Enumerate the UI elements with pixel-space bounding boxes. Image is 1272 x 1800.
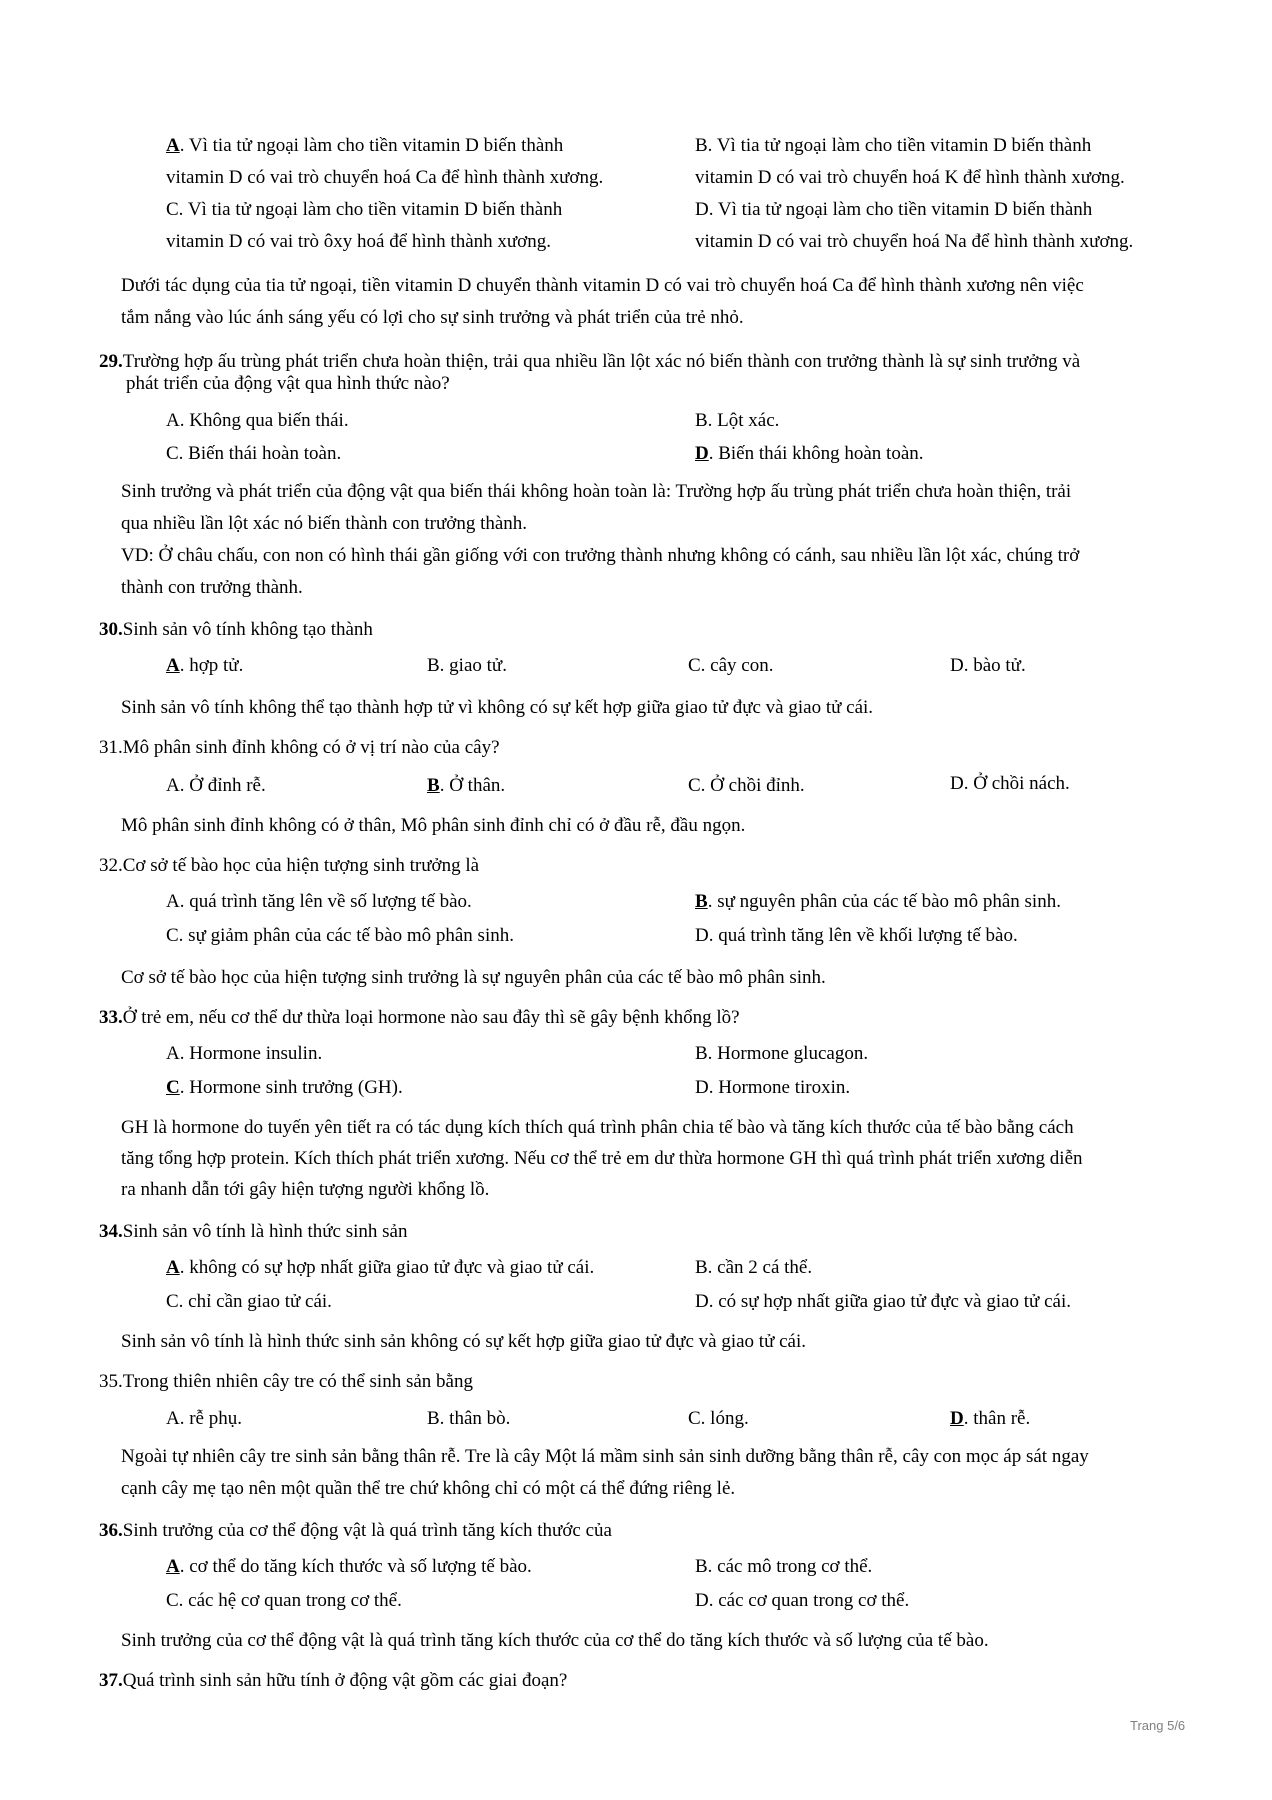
q32-question: 32.Cơ sở tế bào học của hiện tượng sinh trưởng là: [99, 855, 480, 876]
q33-explanation: GH là hormone do tuyến yên tiết ra có tác dụng kích thích quá trình phân chia tế bào và tăng kích thước của tế bào bằng cách: [121, 1117, 1074, 1138]
q31-option-c: C. Ở chồi đỉnh.: [688, 775, 805, 796]
q34-option-c: C. chỉ cần giao tử cái.: [166, 1291, 332, 1312]
q31-explanation: Mô phân sinh đỉnh không có ở thân, Mô phân sinh đỉnh chỉ có ở đầu rễ, đầu ngọn.: [121, 815, 746, 836]
q35-option-d: D. thân rễ.: [950, 1408, 1031, 1429]
q29-option-d: D. Biến thái không hoàn toàn.: [695, 443, 924, 464]
q30-option-c: C. cây con.: [688, 655, 774, 676]
q35-option-a: A. rễ phụ.: [166, 1408, 242, 1429]
q31-option-b: B. Ở thân.: [427, 775, 506, 796]
q28-option-a-cont: vitamin D có vai trò chuyển hoá Ca để hình thành xương.: [166, 167, 604, 188]
q37-question: 37.Quá trình sinh sản hữu tính ở động vật gồm các giai đoạn?: [99, 1670, 568, 1691]
q36-option-d: D. các cơ quan trong cơ thể.: [695, 1590, 910, 1611]
q28-explanation: Dưới tác dụng của tia tử ngoại, tiền vitamin D chuyển thành vitamin D có vai trò chuyển hoá Ca để hình thành xương nên việc: [121, 275, 1084, 296]
q32-option-d: D. quá trình tăng lên về khối lượng tế bào.: [695, 925, 1018, 946]
question-number: 35.: [99, 1371, 123, 1392]
question-number: 37.: [99, 1670, 123, 1691]
q34-question: 34.Sinh sản vô tính là hình thức sinh sản: [99, 1221, 408, 1242]
q35-option-c: C. lóng.: [688, 1408, 749, 1429]
answer-key: D: [695, 443, 709, 464]
question-number: 34.: [99, 1221, 123, 1242]
q31-option-a: A. Ở đỉnh rễ.: [166, 775, 266, 796]
q34-option-d: D. có sự hợp nhất giữa giao tử đực và giao tử cái.: [695, 1291, 1072, 1312]
q29-explanation: Sinh trưởng và phát triển của động vật qua biến thái không hoàn toàn là: Trường hợp ấu trùng phát triển chưa hoàn thiện, trải: [121, 481, 1072, 502]
q29-question: 29.Trường hợp ấu trùng phát triển chưa hoàn thiện, trải qua nhiều lần lột xác nó biến thành con trưởng thành là sự sinh trưởng và: [99, 351, 1081, 372]
q29-explanation-cont: qua nhiều lần lột xác nó biến thành con trưởng thành.: [121, 513, 528, 534]
answer-key: A: [166, 1556, 180, 1577]
q28-option-b-cont: vitamin D có vai trò chuyển hoá K để hình thành xương.: [695, 167, 1125, 188]
answer-key: A: [166, 655, 180, 676]
q28-option-d: D. Vì tia tử ngoại làm cho tiền vitamin D biến thành: [695, 199, 1093, 220]
q28-option-c-cont: vitamin D có vai trò ôxy hoá để hình thành xương.: [166, 231, 551, 252]
q29-option-b: B. Lột xác.: [695, 410, 780, 431]
q30-option-d: D. bào tử.: [950, 655, 1026, 676]
q31-question: 31.Mô phân sinh đỉnh không có ở vị trí nào của cây?: [99, 737, 500, 758]
q33-explanation-cont2: ra nhanh dẫn tới gây hiện tượng người khổng lồ.: [121, 1179, 490, 1200]
q31-option-d: D. Ở chồi nách.: [950, 773, 1070, 794]
q28-option-c: C. Vì tia tử ngoại làm cho tiền vitamin D biến thành: [166, 199, 563, 220]
q36-option-b: B. các mô trong cơ thể.: [695, 1556, 873, 1577]
answer-key: D: [950, 1408, 964, 1429]
question-number: 32.: [99, 855, 123, 876]
answer-key: A: [166, 135, 180, 156]
q34-explanation: Sinh sản vô tính là hình thức sinh sản không có sự kết hợp giữa giao tử đực và giao tử cái.: [121, 1331, 807, 1352]
q28-option-d-cont: vitamin D có vai trò chuyển hoá Na để hình thành xương.: [695, 231, 1134, 252]
q30-question: 30.Sinh sản vô tính không tạo thành: [99, 619, 373, 640]
q35-explanation-cont: cạnh cây mẹ tạo nên một quần thể tre chứ không chỉ có một cá thể đứng riêng lẻ.: [121, 1478, 736, 1499]
q28-option-b: B. Vì tia tử ngoại làm cho tiền vitamin D biến thành: [695, 135, 1092, 156]
q29-example-cont: thành con trưởng thành.: [121, 577, 303, 598]
q33-option-d: D. Hormone tiroxin.: [695, 1077, 851, 1098]
answer-key: B: [427, 775, 440, 796]
q33-option-b: B. Hormone glucagon.: [695, 1043, 869, 1064]
q33-option-a: A. Hormone insulin.: [166, 1043, 323, 1064]
q32-option-a: A. quá trình tăng lên về số lượng tế bào.: [166, 891, 472, 912]
q36-explanation: Sinh trưởng của cơ thể động vật là quá trình tăng kích thước của cơ thể do tăng kích thước và số lượng của tế bào.: [121, 1630, 989, 1651]
q33-option-c: C. Hormone sinh trưởng (GH).: [166, 1077, 403, 1098]
q32-explanation: Cơ sở tế bào học của hiện tượng sinh trưởng là sự nguyên phân của các tế bào mô phân sinh.: [121, 967, 826, 988]
q30-explanation: Sinh sản vô tính không thể tạo thành hợp tử vì không có sự kết hợp giữa giao tử đực và giao tử cái.: [121, 697, 874, 718]
question-number: 33.: [99, 1007, 123, 1028]
q35-explanation: Ngoài tự nhiên cây tre sinh sản bằng thân rễ. Tre là cây Một lá mầm sinh sản sinh dưỡng bằng thân rễ, cây con mọc áp sát ngay: [121, 1446, 1089, 1467]
answer-key: C: [166, 1077, 180, 1098]
q30-option-b: B. giao tử.: [427, 655, 507, 676]
q34-option-a: A. không có sự hợp nhất giữa giao tử đực và giao tử cái.: [166, 1257, 595, 1278]
q35-question: 35.Trong thiên nhiên cây tre có thể sinh sản bằng: [99, 1371, 473, 1392]
q36-option-a: A. cơ thể do tăng kích thước và số lượng tế bào.: [166, 1556, 532, 1577]
q28-option-a: A. Vì tia tử ngoại làm cho tiền vitamin D biến thành: [166, 135, 564, 156]
answer-key: A: [166, 1257, 180, 1278]
answer-key: B: [695, 891, 708, 912]
q29-option-a: A. Không qua biến thái.: [166, 410, 349, 431]
q35-option-b: B. thân bò.: [427, 1408, 511, 1429]
q29-example: VD: Ở châu chấu, con non có hình thái gần giống với con trưởng thành nhưng không có cánh, sau nhiều lần lột xác, chúng trở: [121, 545, 1080, 566]
q28-explanation-cont: tắm nắng vào lúc ánh sáng yếu có lợi cho sự sinh trưởng và phát triển của trẻ nhỏ.: [121, 307, 744, 328]
question-number: 31.: [99, 737, 123, 758]
q32-option-c: C. sự giảm phân của các tế bào mô phân sinh.: [166, 925, 514, 946]
q33-explanation-cont: tăng tổng hợp protein. Kích thích phát triển xương. Nếu cơ thể trẻ em dư thừa hormone GH thì quá trình phát triển xương diễn: [121, 1148, 1083, 1169]
q36-question: 36.Sinh trưởng của cơ thể động vật là quá trình tăng kích thước của: [99, 1520, 612, 1541]
q34-option-b: B. cần 2 cá thể.: [695, 1257, 813, 1278]
q32-option-b: B. sự nguyên phân của các tế bào mô phân sinh.: [695, 891, 1061, 912]
question-number: 30.: [99, 619, 123, 640]
q33-question: 33.Ở trẻ em, nếu cơ thể dư thừa loại hormone nào sau đây thì sẽ gây bệnh khổng lồ?: [99, 1007, 740, 1028]
question-number: 29.: [99, 351, 123, 372]
q29-question-cont: phát triển của động vật qua hình thức nào?: [126, 373, 450, 394]
q36-option-c: C. các hệ cơ quan trong cơ thể.: [166, 1590, 402, 1611]
question-number: 36.: [99, 1520, 123, 1541]
q30-option-a: A. hợp tử.: [166, 655, 244, 676]
q29-option-c: C. Biến thái hoàn toàn.: [166, 443, 342, 464]
page-number: Trang 5/6: [1130, 1718, 1186, 1733]
